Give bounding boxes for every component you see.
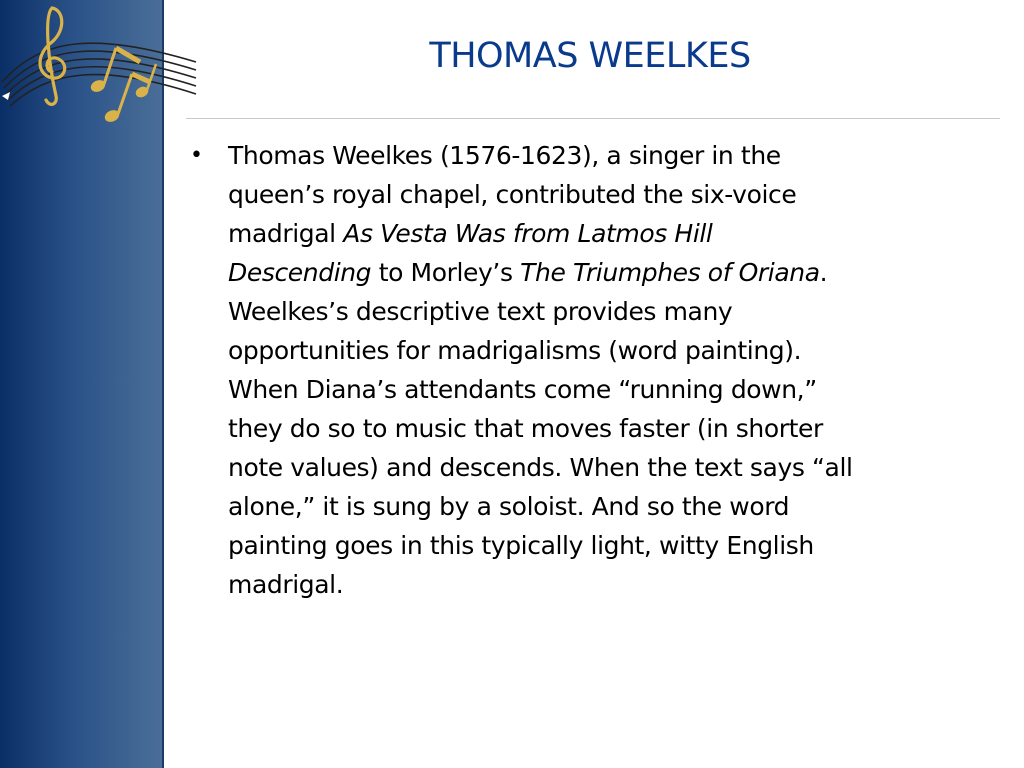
text-run: note values) and descends. When the text says “all — [228, 453, 853, 482]
text-run: to Morley’s — [371, 258, 521, 287]
paragraph-line-5 — [228, 292, 988, 331]
text-run: opportunities for madrigalisms (word painting). — [228, 336, 802, 365]
text-run: Thomas Weelkes (1576-1623), a singer in the — [228, 141, 781, 170]
title-divider — [186, 118, 1000, 119]
text-run: painting goes in this typically light, witty English — [228, 531, 814, 560]
paragraph-line-11 — [228, 526, 988, 565]
music-notes-staff-icon — [0, 0, 200, 130]
slide-body — [190, 136, 990, 604]
paragraph-line-8 — [228, 409, 988, 448]
bullet-paragraph — [228, 136, 988, 604]
paragraph-line-6 — [228, 331, 988, 370]
text-run: queen’s royal chapel, contributed the six-voice — [228, 180, 797, 209]
collection-title-italic: The Triumphes of Oriana — [520, 258, 820, 287]
paragraph-line-3 — [228, 214, 988, 253]
paragraph-line-2 — [228, 175, 988, 214]
text-run: . — [819, 258, 828, 287]
paragraph-line-9 — [228, 448, 988, 487]
text-run: they do so to music that moves faster (in shorter — [228, 414, 823, 443]
paragraph-line-12 — [228, 565, 988, 604]
text-run: madrigal — [228, 219, 344, 248]
slide-title: THOMAS WEELKES — [429, 36, 751, 76]
paragraph-line-7 — [228, 370, 988, 409]
paragraph-line-1 — [228, 136, 988, 175]
paragraph-line-10 — [228, 487, 988, 526]
madrigal-title-italic: Descending — [228, 258, 372, 287]
bullet-marker: • — [190, 143, 203, 168]
text-run: alone,” it is sung by a soloist. And so the word — [228, 492, 790, 521]
text-run: Weelkes’s descriptive text provides many — [228, 297, 733, 326]
madrigal-title-italic: As Vesta Was from Latmos Hill — [343, 219, 713, 248]
bullet-item — [190, 136, 990, 604]
text-run: madrigal. — [228, 570, 344, 599]
paragraph-line-4 — [228, 253, 988, 292]
text-run: When Diana’s attendants come “running down,” — [228, 375, 817, 404]
